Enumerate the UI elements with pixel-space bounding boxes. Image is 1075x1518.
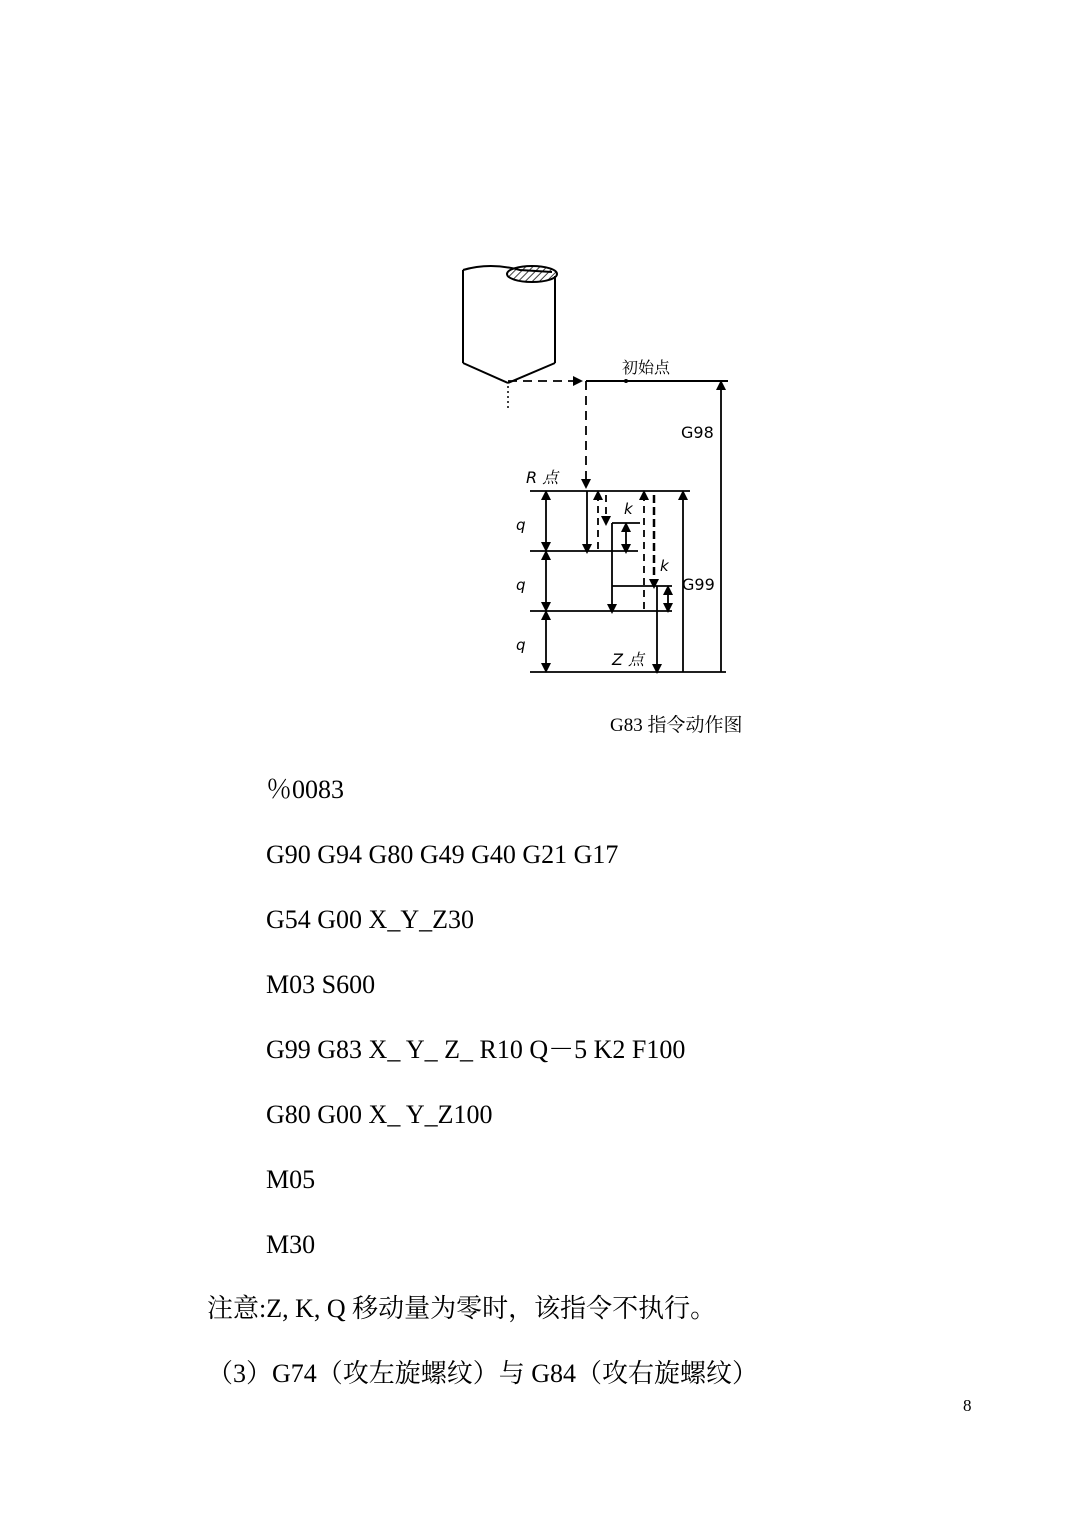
program-line: M30 [266, 1230, 316, 1259]
program-line: M05 [266, 1165, 316, 1194]
page-number: 8 [963, 1396, 972, 1415]
figure-caption: G83 指令动作图 [610, 715, 743, 736]
k-label-1: k [624, 500, 633, 518]
section-heading: （3）G74（攻左旋螺纹）与 G84（攻右旋螺纹） [207, 1359, 759, 1388]
program-line: ％0083 [266, 775, 345, 804]
note-paragraph: 注意:Z, K, Q 移动量为零时，该指令不执行。 [207, 1294, 717, 1323]
z-point-label: Z 点 [612, 650, 645, 669]
program-line: M03 S600 [266, 970, 376, 999]
drill-tool [463, 266, 557, 383]
q-label-2: q [516, 576, 526, 594]
g99-label: G99 [682, 575, 715, 594]
program-line: G99 G83 X_ Y_ Z_ R10 Q－5 K2 F100 [266, 1035, 686, 1064]
program-line: G54 G00 X_Y_Z30 [266, 905, 474, 934]
program-line: G80 G00 X_ Y_Z100 [266, 1100, 493, 1129]
g98-label: G98 [681, 423, 714, 442]
q-label-3: q [516, 636, 526, 654]
r-point-label: R 点 [526, 468, 559, 487]
k-label-2: k [660, 557, 669, 575]
initial-point-label: 初始点 [622, 358, 671, 377]
program-line: G90 G94 G80 G49 G40 G21 G17 [266, 840, 619, 869]
g83-diagram [440, 250, 740, 690]
q-label-1: q [516, 516, 526, 534]
